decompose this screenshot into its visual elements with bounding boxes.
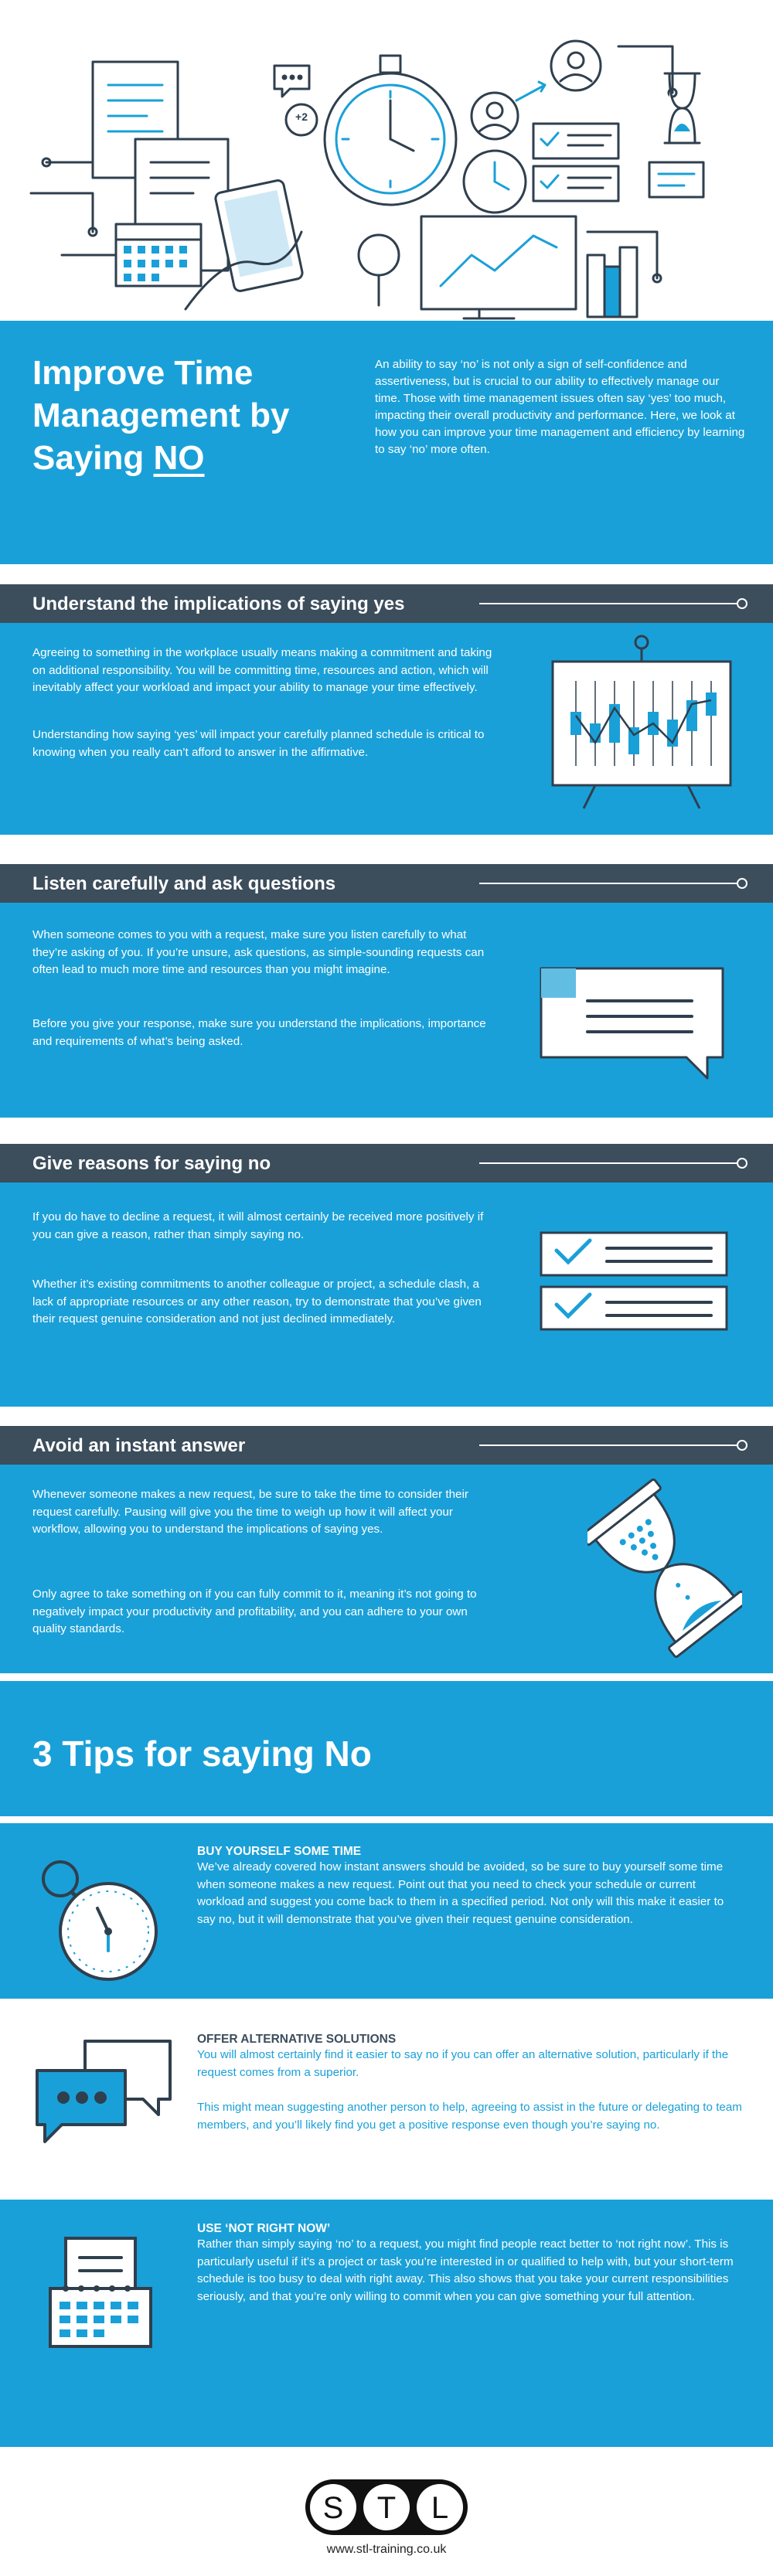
office-workspace-illustration bbox=[0, 0, 773, 321]
notification-badge: +2 bbox=[295, 111, 308, 123]
tips-divider bbox=[0, 1816, 773, 1823]
tip-alternatives bbox=[0, 1999, 773, 2200]
title-line-3 bbox=[32, 437, 334, 479]
section-header-bar bbox=[0, 1426, 773, 1465]
tip-paragraph-2: This might mean suggesting another person to help, agreeing to assist in the future or delegating to team members, and you’ll likely find you get a positive response even though you’re saying no. bbox=[197, 2101, 742, 2132]
website-link[interactable]: www.stl-training.co.uk bbox=[326, 2543, 447, 2556]
section-paragraph-1: Whenever someone makes a new request, be sure to take the time to consider their request carefully. Pausing will give you the time to weigh up how it will affect your workflow, allowing you to understand the implications of saying yes. bbox=[32, 1488, 468, 1536]
checklist-icon bbox=[537, 1229, 738, 1353]
chat-bubbles-icon bbox=[31, 2033, 178, 2149]
header-ring-dot bbox=[737, 878, 747, 889]
section-paragraph-1: Agreeing to something in the workplace usually means making a commitment and taking on additional responsibility. You will be committing time, resources and action, which will inevitably affect your workload and impact your ability to manage your time effectively. bbox=[32, 646, 492, 694]
tip-paragraph-1: You will almost certainly find it easier to say no if you can offer an alternative solution, particularly if the request comes from a superior. bbox=[197, 2048, 729, 2079]
title-emphasis-no: NO bbox=[153, 439, 205, 477]
tip-title: USE ‘NOT RIGHT NOW’ bbox=[197, 2222, 331, 2235]
tip-not-right-now bbox=[0, 2200, 773, 2447]
section-header-bar bbox=[0, 584, 773, 623]
tip-buy-time bbox=[0, 1823, 773, 1999]
section-heading: Listen carefully and ask questions bbox=[32, 873, 336, 894]
tip-paragraph-1: We’ve already covered how instant answers should be avoided, so be sure to buy yourself some time when someone makes a new request. Point out that you need to check your schedule or current workload and suggest you come back to them in a specified period. Not only will this make it easier to say no, but it will demonstrate that you’ve given their request genuine consideration. bbox=[197, 1860, 724, 1926]
title-line-2: Management by bbox=[32, 396, 290, 434]
intro-paragraph: An ability to say ‘no’ is not only a sign of self-confidence and assertiveness, but is crucial to our ability to effectively manage our time. Those with time management issues often say ‘yes’ too much, impacting their overall productivity and performance. Here, we look at how you can improve your time management and efficiency by learning to say ‘no’ more often. bbox=[375, 358, 745, 456]
title-line-1: Improve Time bbox=[32, 354, 254, 392]
section-paragraph-1: If you do have to decline a request, it will almost certainly be received more positively if you can give a reason, rather than simply saying no. bbox=[32, 1210, 484, 1241]
section-reasons bbox=[0, 1144, 773, 1407]
page-title bbox=[32, 352, 334, 479]
calendar-pages-icon bbox=[43, 2231, 174, 2354]
footer bbox=[0, 2447, 773, 2576]
tip-title: BUY YOURSELF SOME TIME bbox=[197, 1845, 362, 1858]
section-heading: Avoid an instant answer bbox=[32, 1435, 246, 1456]
stl-logo[interactable] bbox=[304, 2478, 469, 2537]
section-paragraph-2: Whether it’s existing commitments to another colleague or project, a schedule clash, a lack of appropriate resources or any other reason, try to demonstrate that you’ve given their request genuine consideration and not just declined immediately. bbox=[32, 1278, 482, 1325]
section-instant-answer bbox=[0, 1426, 773, 1673]
section-paragraph-2: Understanding how saying ‘yes’ will impact your carefully planned schedule is critical to knowing when you really can’t afford to answer in the affirmative. bbox=[32, 728, 485, 759]
hero-illustration bbox=[0, 0, 773, 321]
header-divider-line bbox=[479, 603, 742, 604]
intro-section bbox=[0, 321, 773, 564]
section-heading: Understand the implications of saying yes bbox=[32, 594, 405, 614]
logo-letter-s: S bbox=[322, 2491, 344, 2525]
header-ring-dot bbox=[737, 1158, 747, 1169]
chart-board-icon bbox=[541, 627, 742, 812]
header-ring-dot bbox=[737, 1440, 747, 1451]
title-line-3-prefix: Saying bbox=[32, 439, 154, 477]
tip-title: OFFER ALTERNATIVE SOLUTIONS bbox=[197, 2033, 397, 2046]
section-paragraph-2: Before you give your response, make sure you understand the implications, importance and requirements of what’s being asked. bbox=[32, 1017, 486, 1048]
header-ring-dot bbox=[737, 598, 747, 609]
logo-letter-l: L bbox=[431, 2491, 449, 2525]
header-divider-line bbox=[479, 1445, 742, 1446]
section-heading: Give reasons for saying no bbox=[32, 1153, 271, 1174]
section-paragraph-1: When someone comes to you with a request, make sure you listen carefully to what they’re asking of you. If you’re unsure, ask questions, as simple-sounding requests can often lead to much more time and resources than you might imagine. bbox=[32, 928, 485, 976]
header-divider-line bbox=[479, 883, 742, 884]
section-listen bbox=[0, 864, 773, 1118]
hourglass-icon bbox=[587, 1474, 742, 1663]
section-header-bar bbox=[0, 1144, 773, 1183]
logo-letter-t: T bbox=[376, 2491, 397, 2525]
section-implications bbox=[0, 584, 773, 835]
tip-paragraph-1: Rather than simply saying ‘no’ to a request, you might find people react better to ‘not right now’. This is particularly useful if it’s a project or task you’re interested in or qualified to help with, but your short-term schedule is too busy to deal with right away. This also shows that you take your current responsibilities seriously, and that you’re only willing to commit when you can give something your full attention. bbox=[197, 2237, 734, 2303]
section-header-bar bbox=[0, 864, 773, 903]
speech-bubble-icon bbox=[533, 961, 734, 1084]
header-divider-line bbox=[479, 1162, 742, 1164]
tips-title: 3 Tips for saying No bbox=[32, 1734, 372, 1774]
tips-header bbox=[0, 1681, 773, 1816]
section-paragraph-2: Only agree to take something on if you can fully commit to it, meaning it’s not going to negatively impact your productivity and profitability, and you can adhere to your own quality standards. bbox=[32, 1587, 477, 1635]
stopwatch-icon bbox=[31, 1854, 170, 1986]
